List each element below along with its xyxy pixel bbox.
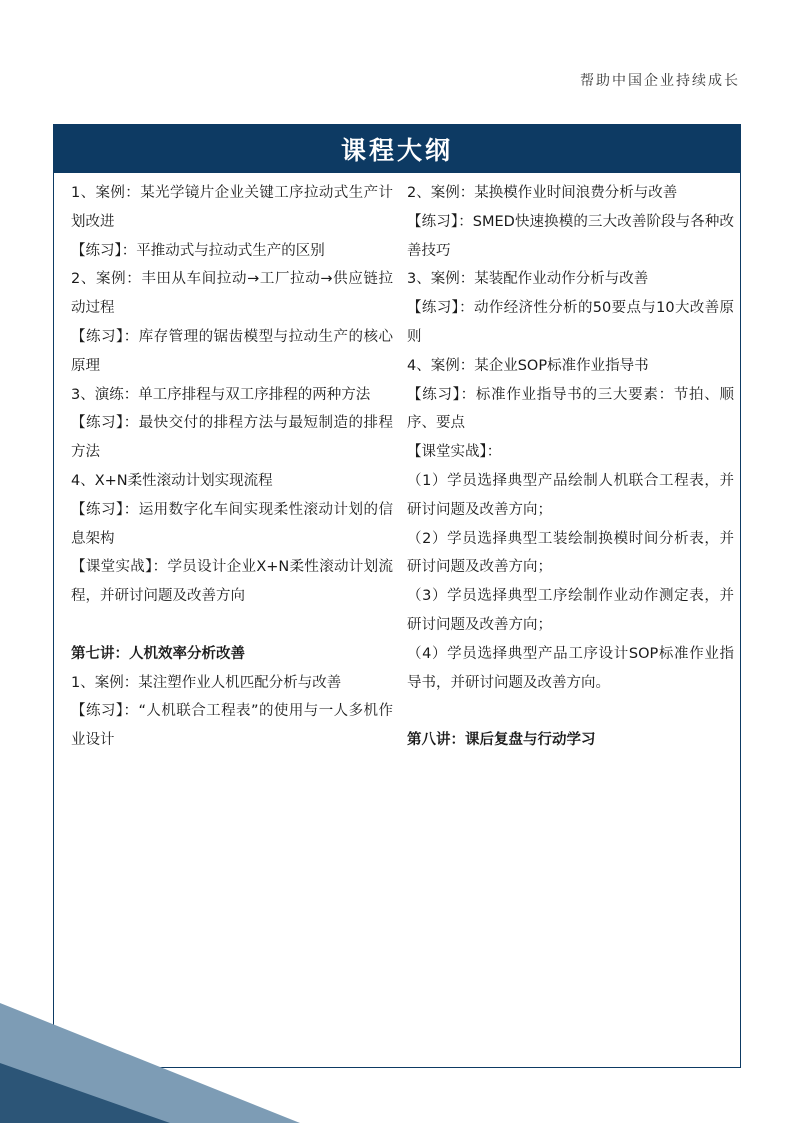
outline-item: 【练习】：运用数字化车间实现柔性滚动计划的信息架构 [71,501,393,547]
outline-item: 【课堂实战】：学员设计企业X+N柔性滚动计划流程，并研讨问题及改善方向 [71,559,393,605]
outline-item: （2）学员选择典型工装绘制换模时间分析表，并研讨问题及改善方向； [407,530,734,576]
outline-item: 【练习】：平推动式与拉动式生产的区别 [71,242,325,259]
outline-right-column [407,179,740,755]
outline-item: 2、案例：丰田从车间拉动→工厂拉动→供应链拉动过程 [71,271,393,317]
course-outline-panel [53,124,741,1068]
outline-item: 3、案例：某装配作业动作分析与改善 [407,271,649,288]
outline-left-column [54,179,407,755]
outline-item: （1）学员选择典型产品绘制人机联合工程表，并研讨问题及改善方向； [407,472,734,518]
lecture-heading: 第七讲：人机效率分析改善 [71,645,245,662]
outline-item: （3）学员选择典型工序绘制作业动作测定表，并研讨问题及改善方向； [407,588,734,633]
section-title: 课程大纲 [54,125,740,173]
outline-item: 【练习】：动作经济性分析的50要点与10大改善原则 [407,300,734,345]
outline-item: 【课堂实战】： [407,444,502,461]
outline-item: 【练习】：标准作业指导书的三大要素：节拍、顺序、要点 [407,386,734,432]
outline-item: 4、X+N柔性滚动计划实现流程 [71,472,273,489]
outline-item: 1、案例：某光学镜片企业关键工序拉动式生产计划改进 [71,185,393,230]
spacer [71,611,393,640]
spacer [407,697,734,726]
outline-item: 【练习】：最快交付的排程方法与最短制造的排程方法 [71,415,393,461]
outline-item: 【练习】：SMED快速换模的三大改善阶段与各种改善技巧 [407,213,734,259]
outline-item: 【练习】：“人机联合工程表”的使用与一人多机作业设计 [71,703,393,749]
header-tagline: 帮助中国企业持续成长 [580,73,740,89]
outline-item: 1、案例：某注塑作业人机匹配分析与改善 [71,674,342,691]
outline-item: 2、案例：某换模作业时间浪费分析与改善 [407,185,678,201]
outline-item: 【练习】：库存管理的锯齿模型与拉动生产的核心原理 [71,328,393,374]
corner-band-dark [0,1063,170,1123]
outline-item: 3、演练：单工序排程与双工序排程的两种方法 [71,386,371,403]
outline-item: 4、案例：某企业SOP标准作业指导书 [407,357,649,374]
outline-item: （4）学员选择典型产品工序设计SOP标准作业指导书，并研讨问题及改善方向。 [407,645,734,691]
lecture-heading: 第八讲：课后复盘与行动学习 [407,732,596,749]
outline-columns [54,179,740,755]
